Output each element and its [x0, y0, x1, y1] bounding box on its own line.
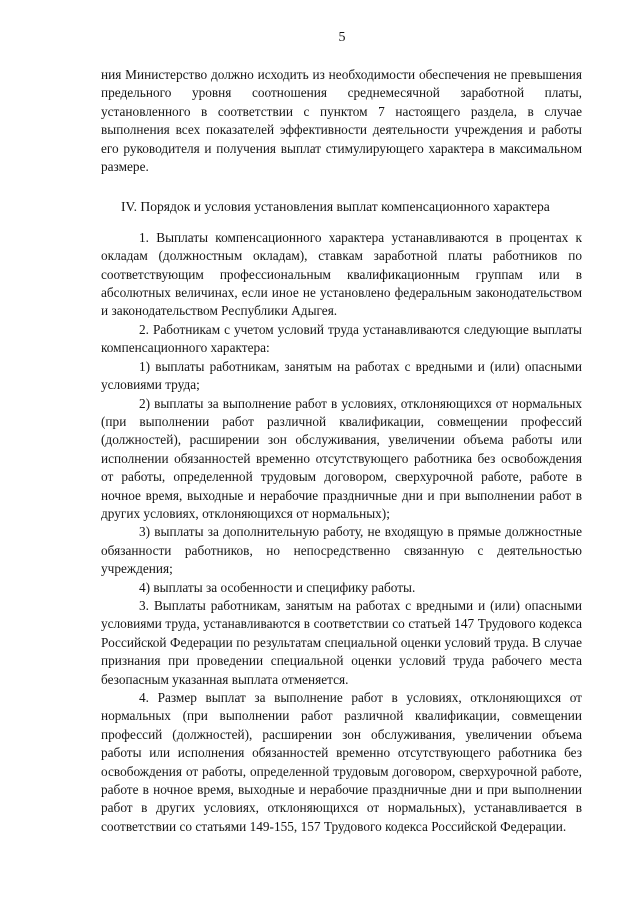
list-item-1: 1) выплаты работникам, занятым на работах с вредными и (или) опасными условиями труда;: [101, 358, 582, 393]
list-item-4: 4) выплаты за особенности и специфику работы.: [139, 579, 416, 595]
list-item-3: 3) выплаты за дополнительную работу, не входящую в прямые должностные обязанности работников, но непосредственно связанную с деятельностью учреждения;: [101, 524, 582, 577]
paragraph-3: 3. Выплаты работникам, занятым на работах с вредными и (или) опасными условиями труда, устанавливаются в соответствии со статьей 147 Трудового кодекса Российской Федерации по результатам специальной оценки условий труда. В случае признания при проведении специальной оценки условий труда рабочего места безопасным указанная выплата отменяется.: [101, 597, 582, 687]
page-number: 5: [338, 30, 346, 45]
paragraph-2: 2. Работникам с учетом условий труда устанавливаются следующие выплаты компенсационного характера:: [101, 321, 582, 356]
intro-paragraph: ния Министерство должно исходить из необходимости обеспечения не превышения предельного уровня соотношения среднемесячной заработной платы, установленного в соответствии с пунктом 7 настоящего раздела, в случае выполнения всех показателей эффективности деятельности учреждения и работы его руководителя и получения выплат стимулирующего характера в максимальном размере.: [101, 67, 582, 175]
document-body: [101, 66, 582, 836]
section-heading: IV. Порядок и условия установления выплат компенсационного характера: [121, 199, 550, 215]
paragraph-4: 4. Размер выплат за выполнение работ в условиях, отклоняющихся от нормальных (при выполнении работ различной квалификации, совмещении профессий (должностей), расширении зон обслуживания, увеличении объема работы или исполнения обязанностей временно отсутствующего работника без освобождения от работы, определенной трудовым договором, сверхурочной работе, работе в ночное время, выходные и нерабочие праздничные дни и при выполнении работ в других условиях, отклоняющихся от нормальных), устанавливается в соответствии со статьями 149-155, 157 Трудового кодекса Российской Федерации.: [101, 690, 582, 834]
list-item-2: 2) выплаты за выполнение работ в условиях, отклоняющихся от нормальных (при выполнении работ различной квалификации, совмещении профессий (должностей), расширении зон обслуживания, увеличении объема работы или исполнении обязанностей временно отсутствующего работника без освобождения от работы, определенной трудовым договором, сверхурочной работе, работе в ночное время, выходные и нерабочие праздничные дни и при выполнении работ в других условиях, отклоняющихся от нормальных);: [101, 395, 582, 521]
paragraph-1: 1. Выплаты компенсационного характера устанавливаются в процентах к окладам (должностным окладам), ставкам заработной платы работников по соответствующим профессиональным квалификационным группам или в абсолютных величинах, если иное не установлено федеральным законодательством и законодательством Республики Адыгея.: [101, 229, 582, 319]
